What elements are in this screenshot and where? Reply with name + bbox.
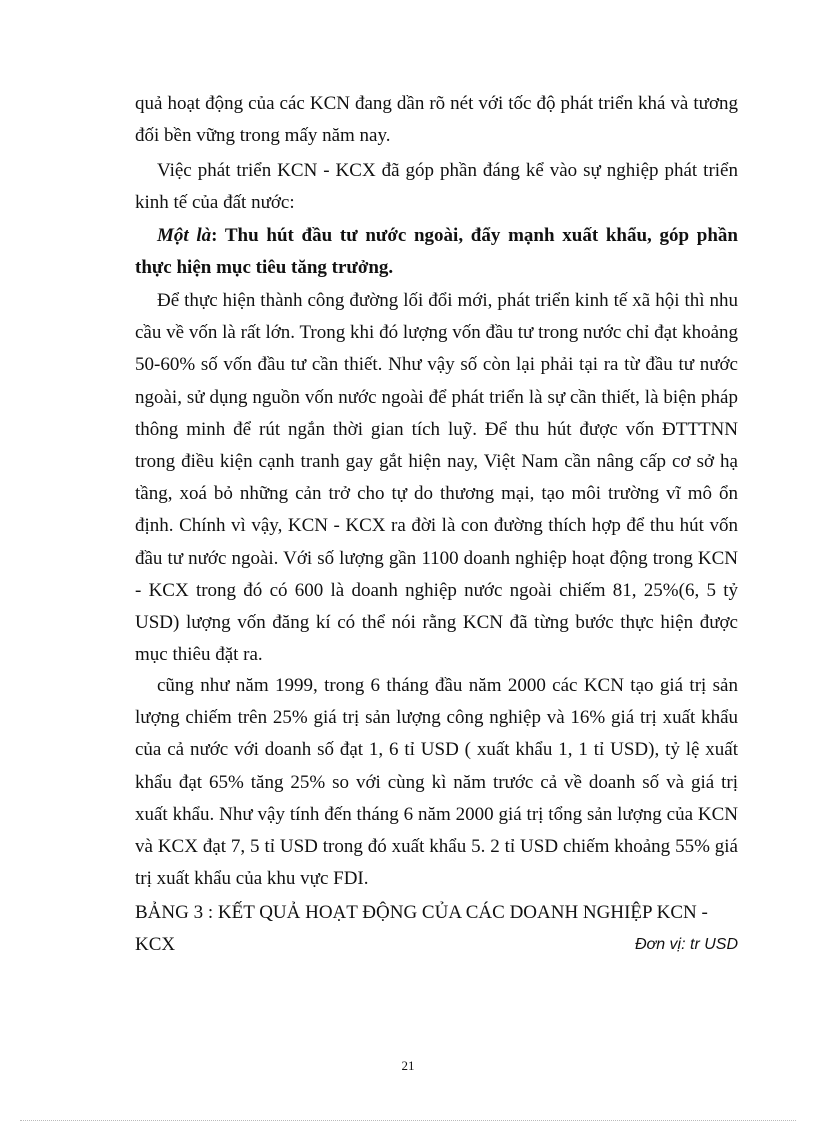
paragraph-capital-needs: Để thực hiện thành công đường lối đổi mới, phát triển kinh tế xã hội thì nhu cầu về vốn là rất lớn. Trong khi đó lượng vốn đầu tư trong nước chỉ đạt khoảng 50-60% số vốn đầu tư cần thiết. Như vậy số còn lại phải tại ra từ đầu tư nước ngoài, sử dụng nguồn vốn nước ngoài để phát triển là sự cần thiết, là biện pháp thông minh để rút ngắn thời gian tích luỹ. Để thu hút được vốn ĐTTTNN trong điều kiện cạnh tranh gay gắt hiện nay, Việt Nam cần nâng cấp cơ sở hạ tầng, xoá bỏ những cản trở cho tự do thương mại, tạo môi trường vĩ mô ổn định. Chính vì vậy, KCN - KCX ra đời là con đường thích hợp để thu hút vốn đầu tư nước ngoài. Với số lượng gần 1100 doanh nghiệp hoạt động trong KCN - KCX trong đó có 600 là doanh nghiệp nước ngoài chiếm 81, 25%(6, 5 tỷ USD) lượng vốn đăng kí có thể nói rằng KCN đã từng bước thực hiện được mục thiêu đặt ra. <box>135 290 738 666</box>
table-unit: Đơn vị: tr USD <box>634 936 738 954</box>
paragraph-results-2000: cũng như năm 1999, trong 6 tháng đầu năm 2000 các KCN tạo giá trị sản lượng chiếm trên 25% giá trị sản lượng công nghiệp và 16% giá trị xuất khẩu của cả nước với doanh số đạt 1, 6 tỉ USD ( xuất khẩu 1, 1 tỉ USD), tỷ lệ xuất khẩu đạt 65% tăng 25% so với cùng kì năm trước cả về doanh số và giá trị xuất khẩu. Như vậy tính đến tháng 6 năm 2000 giá trị tổng sản lượng của KCN và KCX đạt 7, 5 tỉ USD trong đó xuất khẩu 5. 2 tỉ USD chiếm khoảng 55% giá trị xuất khẩu của khu vực FDI. <box>135 675 738 890</box>
paragraph-intro: quả hoạt động của các KCN đang dần rõ nét với tốc độ phát triển khá và tương đối bền vững trong mấy năm nay. <box>135 93 738 147</box>
page-number: 21 <box>401 1058 415 1073</box>
section-heading-text: : Thu hút đầu tư nước ngoài, đẩy mạnh xuất khẩu, góp phần thực hiện mục tiêu tăng trưởng. <box>135 225 738 279</box>
page-bottom-rule <box>20 1120 796 1121</box>
section-heading <box>135 220 738 284</box>
table-title: BẢNG 3 : KẾT QUẢ HOẠT ĐỘNG CỦA CÁC DOANH NGHIỆP KCN - KCX <box>135 902 708 956</box>
paragraph-development: Việc phát triển KCN - KCX đã góp phần đáng kể vào sự nghiệp phát triển kinh tế của đất nước: <box>135 160 738 214</box>
table-title-block <box>135 897 738 961</box>
section-heading-lead: Một là <box>157 225 212 246</box>
